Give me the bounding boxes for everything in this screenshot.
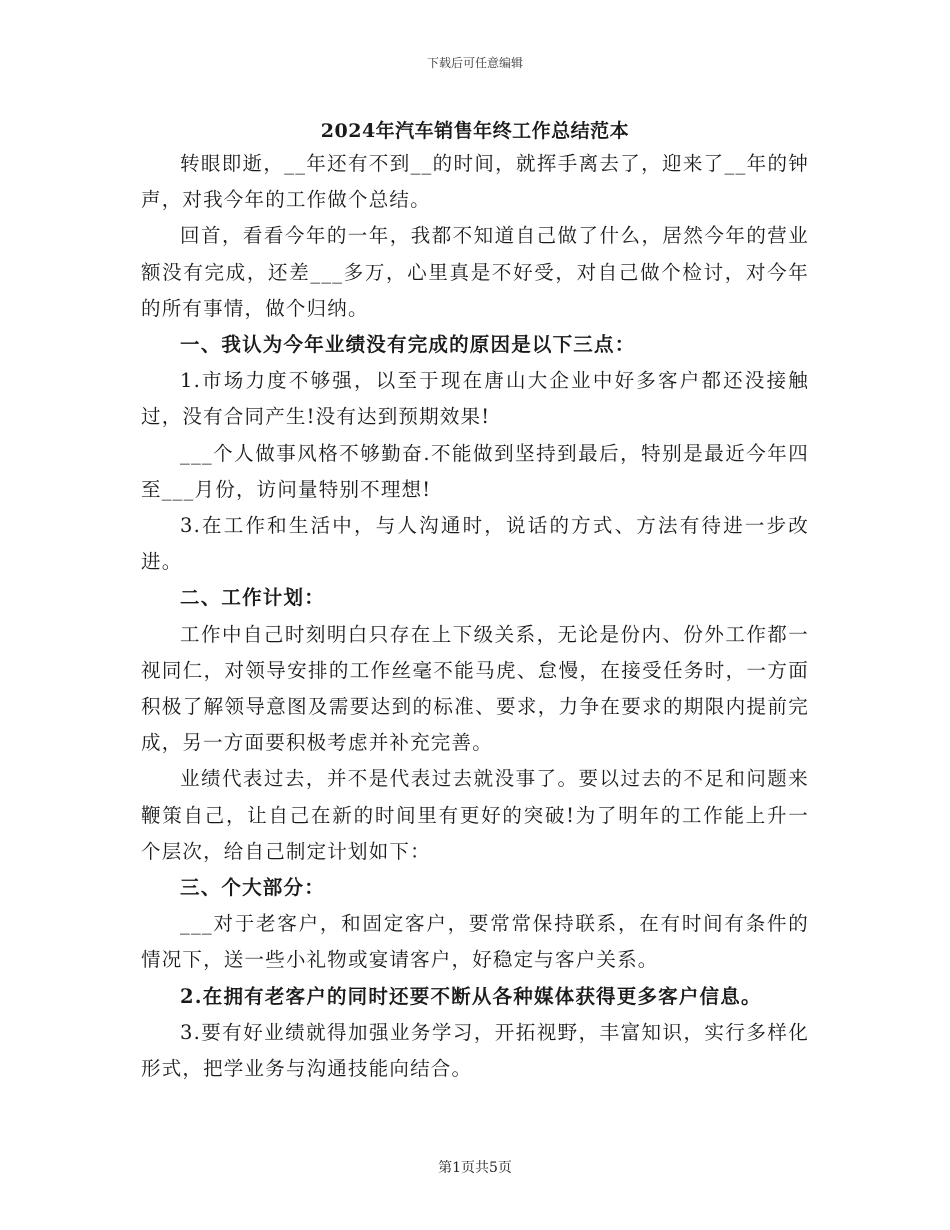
paragraph-6: 工作中自己时刻明白只存在上下级关系，无论是份内、份外工作都一视同仁，对领导安排的工作丝毫不能马虎、怠慢，在接受任务时，一方面积极了解领导意图及需要达到的标准、要求，力争在要求的期限内提前完成，另一方面要积极考虑并补充完善。 [141, 622, 809, 755]
paragraph-5: 3.在工作和生活中，与人沟通时，说话的方式、方法有待进一步改进。 [141, 514, 809, 574]
header-note: 下载后可任意编辑 [426, 56, 523, 70]
section-heading-3: 三、个大部分： [180, 876, 325, 900]
paragraph-1: 转眼即逝，__年还有不到__的时间，就挥手离去了，迎来了__年的钟声，对我今年的工作做个总结。 [141, 152, 809, 212]
paragraph-10: 3.要有好业绩就得加强业务学习，开拓视野，丰富知识，实行多样化形式，把学业务与沟通技能向结合。 [141, 1020, 809, 1081]
paragraph-8: ___对于老客户，和固定客户，要常常保持联系，在有时间有条件的情况下，送一些小礼物或宴请客户，好稳定与客户关系。 [141, 912, 809, 972]
paragraph-7: 业绩代表过去，并不是代表过去就没事了。要以过去的不足和问题来鞭策自己，让自己在新的时间里有更好的突破!为了明年的工作能上升一个层次，给自己制定计划如下： [141, 767, 809, 863]
document-body [141, 146, 809, 1087]
paragraph-9-bold: 2.在拥有老客户的同时还要不断从各种媒体获得更多客户信息。 [180, 984, 762, 1008]
section-heading-1: 一、我认为今年业绩没有完成的原因是以下三点： [180, 333, 636, 357]
document-title: 2024年汽车销售年终工作总结范本 [320, 120, 630, 142]
page-footer: 第1页共5页 [438, 1160, 512, 1176]
paragraph-2: 回首，看看今年的一年，我都不知道自己做了什么，居然今年的营业额没有完成，还差___多万，心里真是不好受，对自己做个检讨，对今年的所有事情，做个归纳。 [141, 224, 809, 320]
section-heading-2: 二、工作计划： [180, 586, 325, 610]
paragraph-4: ___个人做事风格不够勤奋.不能做到坚持到最后，特别是最近今年四至___月份，访问量特别不理想! [141, 441, 809, 501]
paragraph-3: 1.市场力度不够强，以至于现在唐山大企业中好多客户都还没接触过，没有合同产生!没有达到预期效果! [141, 369, 809, 429]
